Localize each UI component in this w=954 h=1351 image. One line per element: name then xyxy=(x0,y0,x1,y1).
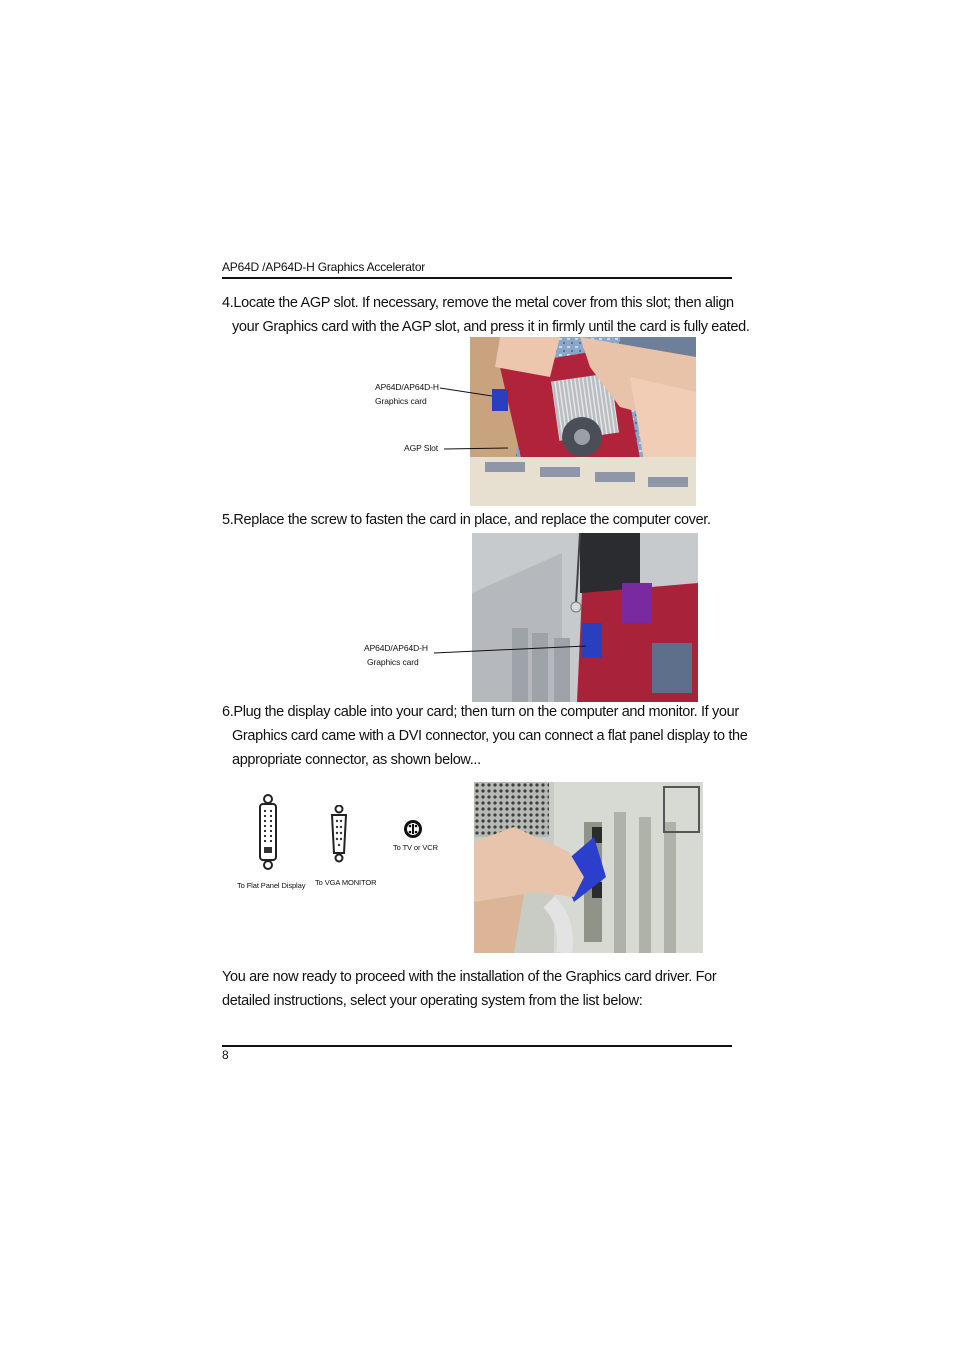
display-cable-photo xyxy=(474,782,703,953)
step-5-line-1: 5.Replace the screw to fasten the card in place, and replace the computer cover. xyxy=(222,512,711,528)
connector-label-flat-panel: To Flat Panel Display xyxy=(237,881,306,890)
svideo-connector-icon xyxy=(403,819,423,839)
step-6-line-3: appropriate connector, as shown below... xyxy=(232,752,481,768)
connector-label-tv: To TV or VCR xyxy=(393,843,438,852)
callout-line: AP64D/AP64D-H xyxy=(375,382,439,392)
header-rule xyxy=(222,277,732,279)
closing-line-2: detailed instructions, select your operating system from the list below: xyxy=(222,993,643,1009)
step-4-text xyxy=(222,291,750,339)
screw-fasten-photo xyxy=(472,533,698,702)
closing-line-1: You are now ready to proceed with the installation of the Graphics card driver. For xyxy=(222,969,717,985)
step-6-line-2: Graphics card came with a DVI connector, you can connect a flat panel display to the xyxy=(232,728,748,744)
step-5-text xyxy=(222,508,711,532)
step-6-line-1: 6.Plug the display cable into your card; then turn on the computer and monitor. If your xyxy=(222,704,739,720)
dvi-connector-icon xyxy=(257,794,279,870)
graphics-card-callout-2 xyxy=(364,641,428,669)
page-number: 8 xyxy=(222,1048,229,1062)
callout-line: Graphics card xyxy=(375,396,427,406)
closing-text xyxy=(222,965,716,1013)
callout-leader-lines-1 xyxy=(430,380,510,460)
callout-line: Graphics card xyxy=(367,657,419,667)
vga-connector-icon xyxy=(329,805,349,863)
step-6-text xyxy=(222,700,747,772)
callout-line: AP64D/AP64D-H xyxy=(364,643,428,653)
footer-rule xyxy=(222,1045,732,1047)
running-header: AP64D /AP64D-H Graphics Accelerator xyxy=(222,260,426,274)
step-4-line-1: 4.Locate the AGP slot. If necessary, remove the metal cover from this slot; then align xyxy=(222,295,734,311)
connector-label-vga: To VGA MONITOR xyxy=(315,878,377,887)
callout-line: AGP Slot xyxy=(404,443,439,453)
step-4-line-2: your Graphics card with the AGP slot, and press it in firmly until the card is fully eated. xyxy=(232,319,750,335)
callout-leader-line-2 xyxy=(430,640,590,660)
